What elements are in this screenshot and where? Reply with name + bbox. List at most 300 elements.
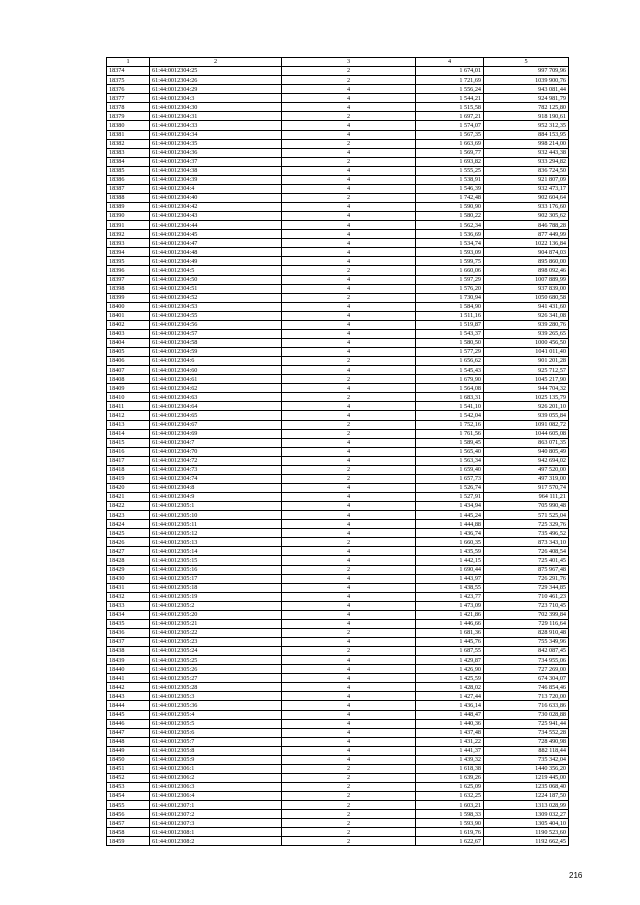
area-cell: 1 599,75 — [416, 257, 484, 266]
area-cell: 1 697,21 — [416, 112, 484, 121]
category-cell: 4 — [282, 710, 416, 719]
table-row — [107, 157, 569, 166]
table-row — [107, 184, 569, 193]
table-row — [107, 837, 569, 846]
area-cell: 1 681,36 — [416, 628, 484, 637]
area-cell: 1 556,24 — [416, 85, 484, 94]
category-cell: 2 — [282, 193, 416, 202]
value-cell: 1313 028,99 — [484, 801, 569, 810]
row-number-cell: 18447 — [107, 728, 150, 737]
value-cell: 674 304,07 — [484, 674, 569, 683]
row-number-cell: 18452 — [107, 773, 150, 782]
value-cell: 1091 082,72 — [484, 420, 569, 429]
cadastral-number-cell: 61:44:0012305:7 — [150, 737, 282, 746]
table-row — [107, 139, 569, 148]
row-number-cell: 18446 — [107, 719, 150, 728]
table-row — [107, 583, 569, 592]
value-cell: 940 805,49 — [484, 447, 569, 456]
header-row — [107, 58, 569, 67]
value-cell: 939 055,84 — [484, 411, 569, 420]
area-cell: 1 593,09 — [416, 248, 484, 257]
table-row — [107, 556, 569, 565]
cadastral-number-cell: 61:44:0012304:6 — [150, 357, 282, 366]
row-number-cell: 18383 — [107, 148, 150, 157]
category-cell: 4 — [282, 148, 416, 157]
cadastral-number-cell: 61:44:0012305:26 — [150, 665, 282, 674]
page-number: 216 — [569, 871, 583, 880]
table-row — [107, 773, 569, 782]
category-cell: 4 — [282, 547, 416, 556]
category-cell: 4 — [282, 320, 416, 329]
table-row — [107, 764, 569, 773]
value-cell: 723 710,45 — [484, 601, 569, 610]
cadastral-number-cell: 61:44:0012304:43 — [150, 212, 282, 221]
cadastral-number-cell: 61:44:0012304:29 — [150, 85, 282, 94]
table-row — [107, 619, 569, 628]
cadastral-number-cell: 61:44:0012304:38 — [150, 166, 282, 175]
cadastral-number-cell: 61:44:0012304:7 — [150, 438, 282, 447]
category-cell: 2 — [282, 565, 416, 574]
column-header: 1 — [107, 58, 150, 67]
value-cell: 998 214,00 — [484, 139, 569, 148]
category-cell: 2 — [282, 76, 416, 85]
area-cell: 1 526,74 — [416, 483, 484, 492]
area-cell: 1 742,48 — [416, 193, 484, 202]
area-cell: 1 439,32 — [416, 755, 484, 764]
value-cell: 1022 136,84 — [484, 239, 569, 248]
category-cell: 2 — [282, 357, 416, 366]
value-cell: 1309 032,27 — [484, 810, 569, 819]
cadastral-number-cell: 61:44:0012304:47 — [150, 239, 282, 248]
cadastral-number-cell: 61:44:0012305:14 — [150, 547, 282, 556]
value-cell: 782 125,80 — [484, 103, 569, 112]
value-cell: 716 633,86 — [484, 701, 569, 710]
area-cell: 1 440,36 — [416, 719, 484, 728]
table-row — [107, 601, 569, 610]
cadastral-number-cell: 61:44:0012306:4 — [150, 792, 282, 801]
value-cell: 1050 680,58 — [484, 293, 569, 302]
category-cell: 4 — [282, 520, 416, 529]
area-cell: 1 442,15 — [416, 556, 484, 565]
category-cell: 4 — [282, 447, 416, 456]
table-row — [107, 357, 569, 366]
area-cell: 1 546,39 — [416, 184, 484, 193]
area-cell: 1 593,90 — [416, 819, 484, 828]
area-cell: 1 536,69 — [416, 230, 484, 239]
area-cell: 1 577,29 — [416, 348, 484, 357]
cadastral-number-cell: 61:44:0012305:21 — [150, 619, 282, 628]
category-cell: 4 — [282, 456, 416, 465]
table-row — [107, 85, 569, 94]
table-row — [107, 402, 569, 411]
area-cell: 1 438,55 — [416, 583, 484, 592]
table-row — [107, 565, 569, 574]
area-cell: 1 434,94 — [416, 502, 484, 511]
cadastral-number-cell: 61:44:0012305:19 — [150, 592, 282, 601]
area-cell: 1 538,91 — [416, 175, 484, 184]
column-header: 3 — [282, 58, 416, 67]
cadastral-number-cell: 61:44:0012305:24 — [150, 647, 282, 656]
category-cell: 4 — [282, 302, 416, 311]
value-cell: 898 092,46 — [484, 266, 569, 275]
category-cell: 4 — [282, 275, 416, 284]
row-number-cell: 18430 — [107, 574, 150, 583]
row-number-cell: 18392 — [107, 230, 150, 239]
category-cell: 2 — [282, 647, 416, 656]
category-cell: 4 — [282, 203, 416, 212]
row-number-cell: 18442 — [107, 683, 150, 692]
table-row — [107, 266, 569, 275]
row-number-cell: 18376 — [107, 85, 150, 94]
value-cell: 842 087,45 — [484, 647, 569, 656]
area-cell: 1 679,90 — [416, 375, 484, 384]
value-cell: 939 280,76 — [484, 320, 569, 329]
category-cell: 4 — [282, 366, 416, 375]
area-cell: 1 632,25 — [416, 792, 484, 801]
cadastral-number-cell: 61:44:0012305:22 — [150, 628, 282, 637]
area-cell: 1 431,22 — [416, 737, 484, 746]
category-cell: 4 — [282, 746, 416, 755]
category-cell: 4 — [282, 656, 416, 665]
value-cell: 735 496,52 — [484, 529, 569, 538]
row-number-cell: 18438 — [107, 647, 150, 656]
area-cell: 1 663,69 — [416, 139, 484, 148]
area-cell: 1 446,66 — [416, 619, 484, 628]
value-cell: 1044 605,08 — [484, 429, 569, 438]
row-number-cell: 18401 — [107, 311, 150, 320]
table-row — [107, 166, 569, 175]
value-cell: 702 399,84 — [484, 610, 569, 619]
category-cell: 2 — [282, 393, 416, 402]
row-number-cell: 18435 — [107, 619, 150, 628]
row-number-cell: 18445 — [107, 710, 150, 719]
table-row — [107, 683, 569, 692]
row-number-cell: 18451 — [107, 764, 150, 773]
value-cell: 873 343,10 — [484, 538, 569, 547]
table-row — [107, 465, 569, 474]
row-number-cell: 18425 — [107, 529, 150, 538]
category-cell: 4 — [282, 284, 416, 293]
row-number-cell: 18440 — [107, 665, 150, 674]
cadastral-number-cell: 61:44:0012304:8 — [150, 483, 282, 492]
table-row — [107, 701, 569, 710]
table-row — [107, 257, 569, 266]
cadastral-number-cell: 61:44:0012304:69 — [150, 429, 282, 438]
row-number-cell: 18409 — [107, 384, 150, 393]
table-row — [107, 511, 569, 520]
category-cell: 2 — [282, 783, 416, 792]
value-cell: 846 788,28 — [484, 221, 569, 230]
cadastral-number-cell: 61:44:0012305:6 — [150, 728, 282, 737]
cadastral-number-cell: 61:44:0012304:26 — [150, 76, 282, 85]
value-cell: 1045 217,90 — [484, 375, 569, 384]
row-number-cell: 18378 — [107, 103, 150, 112]
cadastral-number-cell: 61:44:0012307:1 — [150, 801, 282, 810]
table-row — [107, 828, 569, 837]
table-row — [107, 483, 569, 492]
area-cell: 1 562,34 — [416, 221, 484, 230]
cadastral-number-cell: 61:44:0012305:28 — [150, 683, 282, 692]
table-row — [107, 719, 569, 728]
value-cell: 713 720,00 — [484, 692, 569, 701]
area-cell: 1 445,24 — [416, 511, 484, 520]
area-cell: 1 444,88 — [416, 520, 484, 529]
cadastral-number-cell: 61:44:0012307:3 — [150, 819, 282, 828]
row-number-cell: 18390 — [107, 212, 150, 221]
cadastral-number-cell: 61:44:0012305:17 — [150, 574, 282, 583]
value-cell: 904 874,03 — [484, 248, 569, 257]
row-number-cell: 18377 — [107, 94, 150, 103]
value-cell: 1305 404,10 — [484, 819, 569, 828]
area-cell: 1 574,07 — [416, 121, 484, 130]
area-cell: 1 555,25 — [416, 166, 484, 175]
value-cell: 926 341,08 — [484, 311, 569, 320]
value-cell: 939 265,65 — [484, 329, 569, 338]
value-cell: 1025 135,79 — [484, 393, 569, 402]
value-cell: 882 118,44 — [484, 746, 569, 755]
cadastral-number-cell: 61:44:0012304:73 — [150, 465, 282, 474]
table-row — [107, 411, 569, 420]
value-cell: 725 941,44 — [484, 719, 569, 728]
value-cell: 941 431,60 — [484, 302, 569, 311]
area-cell: 1 448,47 — [416, 710, 484, 719]
table-row — [107, 121, 569, 130]
row-number-cell: 18414 — [107, 429, 150, 438]
cadastral-number-cell: 61:44:0012304:72 — [150, 456, 282, 465]
row-number-cell: 18395 — [107, 257, 150, 266]
category-cell: 2 — [282, 67, 416, 76]
row-number-cell: 18428 — [107, 556, 150, 565]
area-cell: 1 427,44 — [416, 692, 484, 701]
cadastral-number-cell: 61:44:0012304:31 — [150, 112, 282, 121]
cadastral-number-cell: 61:44:0012304:63 — [150, 393, 282, 402]
row-number-cell: 18422 — [107, 502, 150, 511]
value-cell: 884 153,95 — [484, 130, 569, 139]
area-cell: 1 693,82 — [416, 157, 484, 166]
cadastral-number-cell: 61:44:0012304:9 — [150, 493, 282, 502]
table-row — [107, 239, 569, 248]
value-cell: 728 490,98 — [484, 737, 569, 746]
row-number-cell: 18418 — [107, 465, 150, 474]
cadastral-number-cell: 61:44:0012305:4 — [150, 710, 282, 719]
row-number-cell: 18421 — [107, 493, 150, 502]
cadastral-number-cell: 61:44:0012304:5 — [150, 266, 282, 275]
value-cell: 895 860,00 — [484, 257, 569, 266]
table-row — [107, 792, 569, 801]
area-cell: 1 752,16 — [416, 420, 484, 429]
category-cell: 4 — [282, 683, 416, 692]
cadastral-number-cell: 61:44:0012304:61 — [150, 375, 282, 384]
area-cell: 1 435,59 — [416, 547, 484, 556]
row-number-cell: 18399 — [107, 293, 150, 302]
table-row — [107, 638, 569, 647]
table-row — [107, 221, 569, 230]
cadastral-number-cell: 61:44:0012304:62 — [150, 384, 282, 393]
category-cell: 2 — [282, 293, 416, 302]
row-number-cell: 18432 — [107, 592, 150, 601]
row-number-cell: 18429 — [107, 565, 150, 574]
category-cell: 4 — [282, 483, 416, 492]
area-cell: 1 429,87 — [416, 656, 484, 665]
value-cell: 924 981,79 — [484, 94, 569, 103]
area-cell: 1 436,74 — [416, 529, 484, 538]
value-cell: 1190 523,60 — [484, 828, 569, 837]
area-cell: 1 580,22 — [416, 212, 484, 221]
table-row — [107, 547, 569, 556]
category-cell: 4 — [282, 438, 416, 447]
value-cell: 921 807,09 — [484, 175, 569, 184]
table-row — [107, 810, 569, 819]
cadastral-number-cell: 61:44:0012304:37 — [150, 157, 282, 166]
category-cell: 4 — [282, 737, 416, 746]
row-number-cell: 18374 — [107, 67, 150, 76]
row-number-cell: 18384 — [107, 157, 150, 166]
table-row — [107, 746, 569, 755]
row-number-cell: 18388 — [107, 193, 150, 202]
category-cell: 4 — [282, 230, 416, 239]
area-cell: 1 426,90 — [416, 665, 484, 674]
area-cell: 1 428,02 — [416, 683, 484, 692]
value-cell: 734 552,28 — [484, 728, 569, 737]
value-cell: 1235 068,40 — [484, 783, 569, 792]
row-number-cell: 18423 — [107, 511, 150, 520]
column-header: 2 — [150, 58, 282, 67]
row-number-cell: 18385 — [107, 166, 150, 175]
category-cell: 4 — [282, 221, 416, 230]
row-number-cell: 18396 — [107, 266, 150, 275]
cadastral-number-cell: 61:44:0012304:59 — [150, 348, 282, 357]
category-cell: 4 — [282, 601, 416, 610]
table-row — [107, 284, 569, 293]
area-cell: 1 567,35 — [416, 130, 484, 139]
value-cell: 729 116,64 — [484, 619, 569, 628]
value-cell: 952 312,35 — [484, 121, 569, 130]
cadastral-number-cell: 61:44:0012305:18 — [150, 583, 282, 592]
area-cell: 1 683,31 — [416, 393, 484, 402]
category-cell: 4 — [282, 239, 416, 248]
value-cell: 1192 662,45 — [484, 837, 569, 846]
area-cell: 1 690,44 — [416, 565, 484, 574]
category-cell: 4 — [282, 665, 416, 674]
cadastral-number-cell: 61:44:0012306:2 — [150, 773, 282, 782]
table-row — [107, 592, 569, 601]
cadastral-number-cell: 61:44:0012304:35 — [150, 139, 282, 148]
category-cell: 4 — [282, 619, 416, 628]
cadastral-number-cell: 61:44:0012304:74 — [150, 474, 282, 483]
category-cell: 4 — [282, 701, 416, 710]
cadastral-number-cell: 61:44:0012304:67 — [150, 420, 282, 429]
category-cell: 4 — [282, 755, 416, 764]
row-number-cell: 18398 — [107, 284, 150, 293]
row-number-cell: 18436 — [107, 628, 150, 637]
table-row — [107, 348, 569, 357]
cadastral-number-cell: 61:44:0012305:20 — [150, 610, 282, 619]
row-number-cell: 18449 — [107, 746, 150, 755]
row-number-cell: 18424 — [107, 520, 150, 529]
value-cell: 735 342,04 — [484, 755, 569, 764]
category-cell: 4 — [282, 411, 416, 420]
category-cell: 4 — [282, 329, 416, 338]
value-cell: 932 473,17 — [484, 184, 569, 193]
table-row — [107, 329, 569, 338]
category-cell: 2 — [282, 157, 416, 166]
cadastral-number-cell: 61:44:0012308:1 — [150, 828, 282, 837]
row-number-cell: 18381 — [107, 130, 150, 139]
table-row — [107, 755, 569, 764]
row-number-cell: 18394 — [107, 248, 150, 257]
table-row — [107, 493, 569, 502]
category-cell: 4 — [282, 121, 416, 130]
row-number-cell: 18459 — [107, 837, 150, 846]
area-cell: 1 674,01 — [416, 67, 484, 76]
value-cell: 917 570,74 — [484, 483, 569, 492]
area-cell: 1 527,91 — [416, 493, 484, 502]
cadastral-number-cell: 61:44:0012304:70 — [150, 447, 282, 456]
value-cell: 1007 889,99 — [484, 275, 569, 284]
category-cell: 4 — [282, 692, 416, 701]
table-row — [107, 384, 569, 393]
cadastral-number-cell: 61:44:0012304:60 — [150, 366, 282, 375]
table-row — [107, 275, 569, 284]
value-cell: 497 319,00 — [484, 474, 569, 483]
category-cell: 4 — [282, 85, 416, 94]
cadastral-number-cell: 61:44:0012305:3 — [150, 692, 282, 701]
row-number-cell: 18420 — [107, 483, 150, 492]
cadastral-number-cell: 61:44:0012304:55 — [150, 311, 282, 320]
area-cell: 1 590,90 — [416, 203, 484, 212]
cadastral-number-cell: 61:44:0012305:10 — [150, 511, 282, 520]
value-cell: 997 709,96 — [484, 67, 569, 76]
area-cell: 1 542,04 — [416, 411, 484, 420]
cadastral-number-cell: 61:44:0012304:48 — [150, 248, 282, 257]
cadastral-number-cell: 61:44:0012304:49 — [150, 257, 282, 266]
table-row — [107, 302, 569, 311]
cadastral-number-cell: 61:44:0012304:44 — [150, 221, 282, 230]
area-cell: 1 544,21 — [416, 94, 484, 103]
category-cell: 4 — [282, 175, 416, 184]
value-cell: 943 081,44 — [484, 85, 569, 94]
table-row — [107, 710, 569, 719]
area-cell: 1 423,77 — [416, 592, 484, 601]
table-row — [107, 103, 569, 112]
row-number-cell: 18450 — [107, 755, 150, 764]
column-header: 4 — [416, 58, 484, 67]
area-cell: 1 622,67 — [416, 837, 484, 846]
area-cell: 1 659,40 — [416, 465, 484, 474]
table-row — [107, 76, 569, 85]
cadastral-number-cell: 61:44:0012305:36 — [150, 701, 282, 710]
row-number-cell: 18433 — [107, 601, 150, 610]
cadastral-number-cell: 61:44:0012304:56 — [150, 320, 282, 329]
cadastral-number-cell: 61:44:0012304:64 — [150, 402, 282, 411]
value-cell: 726 408,54 — [484, 547, 569, 556]
row-number-cell: 18443 — [107, 692, 150, 701]
table-row — [107, 647, 569, 656]
row-number-cell: 18413 — [107, 420, 150, 429]
cadastral-number-cell: 61:44:0012305:25 — [150, 656, 282, 665]
category-cell: 4 — [282, 610, 416, 619]
row-number-cell: 18434 — [107, 610, 150, 619]
row-number-cell: 18454 — [107, 792, 150, 801]
row-number-cell: 18393 — [107, 239, 150, 248]
area-cell: 1 541,10 — [416, 402, 484, 411]
cadastral-number-cell: 61:44:0012305:15 — [150, 556, 282, 565]
table-row — [107, 212, 569, 221]
table-row — [107, 447, 569, 456]
category-cell: 4 — [282, 257, 416, 266]
area-cell: 1 619,76 — [416, 828, 484, 837]
value-cell: 902 305,62 — [484, 212, 569, 221]
